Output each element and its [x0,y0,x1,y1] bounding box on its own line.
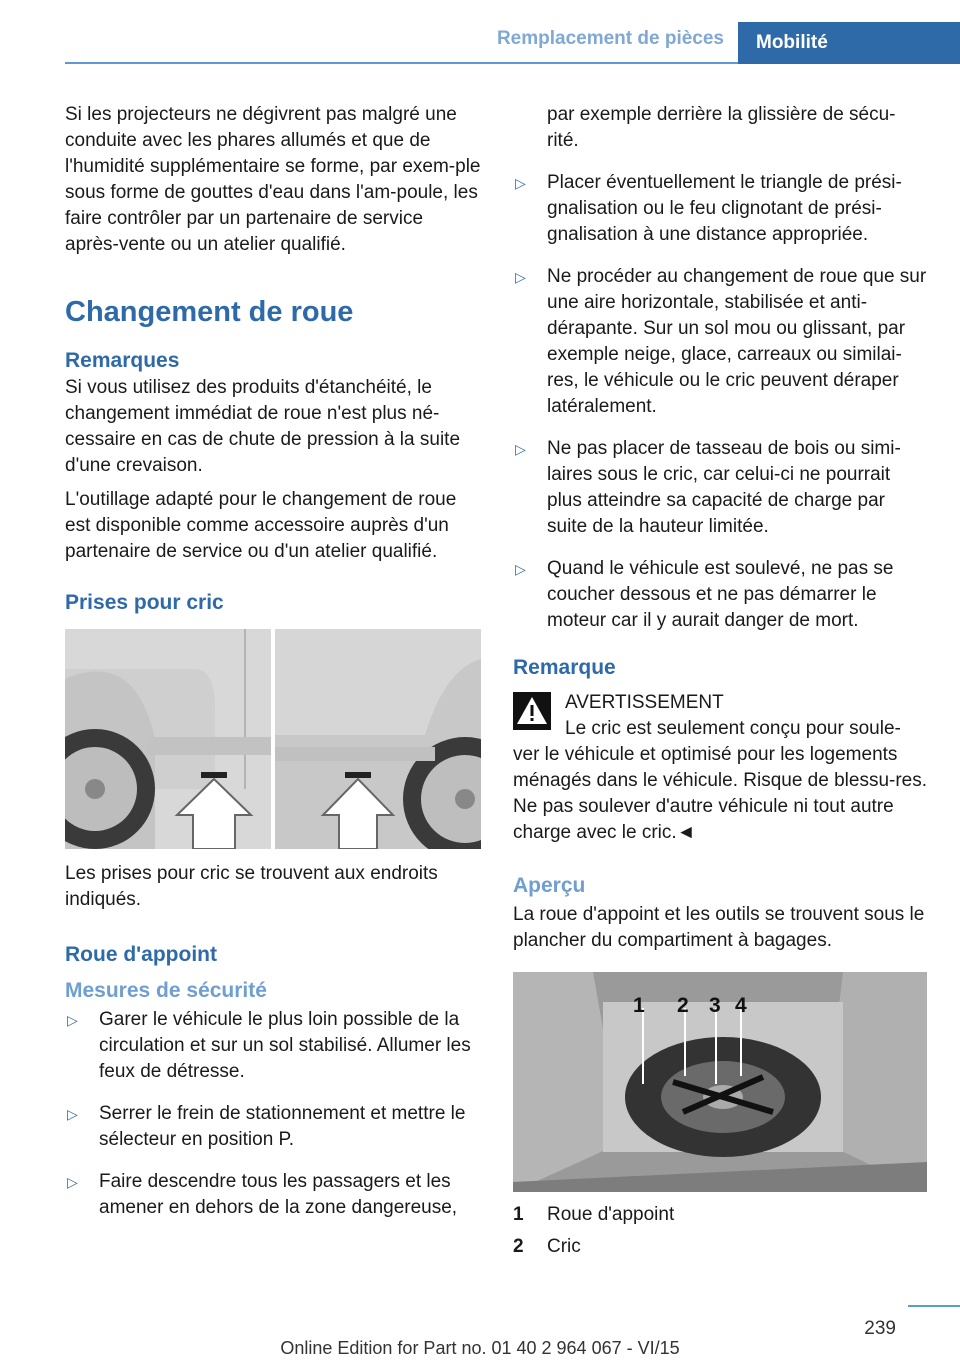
figure-label-1: 1 [633,994,645,1017]
jack-points-illustration [65,629,481,849]
remarques-paragraph-1: Si vous utilisez des produits d'étanchéité, le changement immédiat de roue n'est plus né-cessaire en cas de chute de pression à la suite d'une crevaison. [65,377,461,476]
warning-block [513,690,927,846]
heading-changement-de-roue: Changement de roue [65,296,354,328]
safety-list-right [513,170,927,634]
left-column [65,102,481,1237]
list-item: ▷ Faire descendre tous les passagers et les amener en dehors de la zone dangereuse, [67,1171,458,1218]
heading-prises-pour-cric: Prises pour cric [65,591,224,614]
legend-row [513,1202,927,1228]
list-continuation: par exemple derrière la glissière de sécu-rité. [547,104,896,151]
list-item: ▷ Placer éventuellement le triangle de prési-gnalisation ou le feu clignotant de prési-gnalisation à une distance appropriée. [515,172,902,245]
remarques-paragraph-2: L'outillage adapté pour le changement de roue est disponible comme accessoire auprès d'un partenaire de service ou d'un atelier qualifié. [65,489,457,562]
triangle-bullet-icon: ▷ [515,561,526,577]
edition-footer: Online Edition for Part no. 01 40 2 964 067 - VI/15 [280,1338,680,1358]
legend-text: Roue d'appoint [547,1204,675,1225]
footer-rule [908,1305,960,1307]
triangle-bullet-icon: ▷ [515,175,526,191]
jack-points-figure [65,629,481,849]
triangle-bullet-icon: ▷ [515,269,526,285]
list-item: ▷ Ne pas placer de tasseau de bois ou simi-laires sous le cric, car celui-ci ne pourrait plus atteindre sa capacité de charge par suite de la hauteur limitée. [515,438,901,537]
right-column [513,102,927,1266]
legend-text: Cric [547,1236,581,1257]
page-number: 239 [864,1318,896,1339]
warning-triangle-icon [513,692,551,730]
legend-number: 1 [513,1204,524,1225]
warning-title: AVERTISSEMENT [565,692,724,713]
list-item: ▷ Ne procéder au changement de roue que sur une aire horizontale, stabilisée et anti-dérapante. Sur un sol mou ou glissant, par exemple neige, glace, carreaux ou similai-res, le véhicule ou le cric peuvent déraper latéralement. [515,266,927,417]
heading-mesures-de-securite: Mesures de sécurité [65,979,267,1002]
figure-legend [513,1202,927,1260]
apercu-paragraph: La roue d'appoint et les outils se trouvent sous le plancher du compartiment à bagages. [513,904,925,951]
heading-remarques: Remarques [65,349,180,372]
figure-label-4: 4 [735,994,747,1017]
list-item: ▷ Serrer le frein de stationnement et mettre le sélecteur en position P. [67,1103,466,1150]
heading-roue-dappoint: Roue d'appoint [65,943,217,966]
triangle-bullet-icon: ▷ [67,1012,78,1028]
figure-label-3: 3 [709,994,721,1017]
triangle-bullet-icon: ▷ [67,1106,78,1122]
intro-paragraph: Si les projecteurs ne dégivrent pas malgré une conduite avec les phares allumés et que de l'humidité supplémentaire se forme, par exem-ple sous forme de gouttes d'eau dans l'am-poule, les faire contrôler par un partenaire de service après-vente ou un atelier qualifié. [65,104,481,255]
warning-first-line: Le cric est seulement conçu pour soule- [565,718,901,739]
legend-row [513,1234,927,1260]
list-item: ▷ Garer le véhicule le plus loin possible de la circulation et sur un sol stabilisé. Allumer les feux de détresse. [67,1009,471,1082]
header-section-title: Remplacement de pièces [496,28,724,49]
triangle-bullet-icon: ▷ [67,1174,78,1190]
heading-apercu: Aperçu [513,874,586,897]
safety-list-left [65,1007,481,1221]
header-chapter-tab: Mobilité [738,22,960,64]
figure-label-2: 2 [677,994,689,1017]
list-item: ▷ Quand le véhicule est soulevé, ne pas se coucher dessous et ne pas démarrer le moteur car il y aurait danger de mort. [515,558,894,631]
heading-remarque: Remarque [513,656,616,679]
triangle-bullet-icon: ▷ [515,441,526,457]
jack-points-caption: Les prises pour cric se trouvent aux endroits indiqués. [65,863,438,910]
legend-number: 2 [513,1236,524,1257]
warning-text: ver le véhicule et optimisé pour les logements ménagés dans le véhicule. Risque de blessu-res. Ne pas soulever d'autre véhicule ni tout autre charge avec le cric.◄ [513,744,928,843]
spare-wheel-figure [513,972,927,1192]
